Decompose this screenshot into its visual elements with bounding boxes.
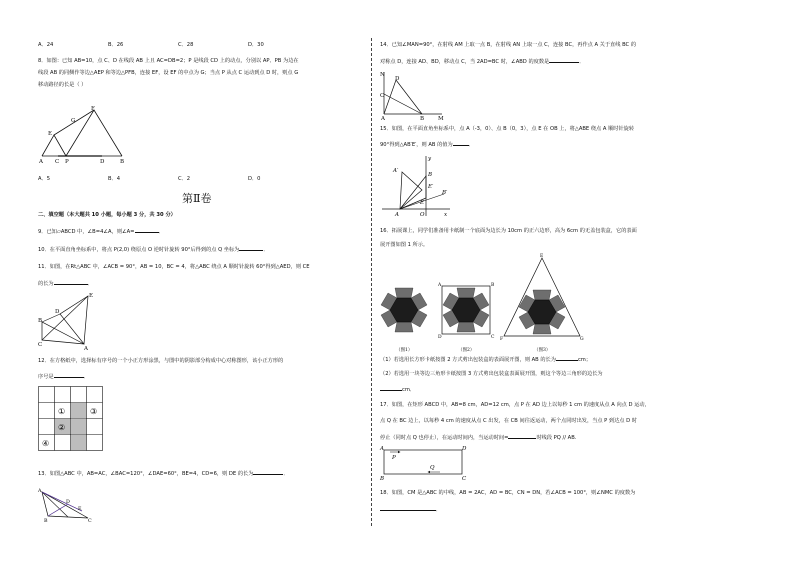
q15-label-x: x [444,212,448,218]
q17-label-c: C [462,476,467,482]
q13-label-c: C [88,519,92,524]
q13-label-e: E [78,507,82,512]
q12-line-1: 12．在方格纸中，选择标有序号的一个小正方形涂黑，与图中的阴影部分构成中心对称图形，该小正方形的 [38,358,284,364]
q15-label-a-prime: A′ [393,168,399,174]
q14-answer-blank[interactable] [549,58,579,63]
left-column [0,0,372,562]
q14-label-b: B [420,116,425,122]
q16-fig3-label-e: E [540,254,544,259]
section-ii-heading: 二、填空题（本大题共 10 小题，每小题 3 分，共 30 分） [38,212,176,218]
q16-caption-1: （图1） [396,348,413,353]
q11-line-1: 11．如图，在Rt△ABC 中，∠ACB = 90°，AB = 10，BC = 4，将△ABC 绕点 A 顺时针旋转 60°得到△AED，则 CE [38,264,310,270]
q14-figure [380,70,444,120]
q15-line-1: 15．如图，在平面直角坐标系中，点 A（-3，0）、点 B（0，3），点 E 在 OB 上，将△ABE 绕点 A 顺时针旋转 [380,126,635,132]
q8-label-f: F [91,106,95,112]
q7-options [38,42,318,49]
q14-line-1: 14．已知∠MAN=90°，在射线 AM 上取一点 B，在射线 AN 上取一点 C，连接 BC，再作点 A 关于直线 BC 的 [380,42,637,48]
q8-line-3: 移动路径的长是（ ） [38,82,87,88]
q11-label-b: B [38,318,43,324]
q8-options [38,176,318,183]
q7-option-a[interactable]: A．24 [38,42,54,48]
q13-label-d: D [66,500,70,505]
q15-figure [380,154,452,220]
q8-option-a[interactable]: A．5 [38,176,51,182]
q7-option-d[interactable]: D．30 [248,42,264,48]
q15-label-a: A [395,212,399,218]
q16-fig2-net [443,288,489,332]
q18-answer-blank[interactable] [380,506,436,511]
q13-answer-blank[interactable] [253,470,283,475]
q17-label-p: P [392,455,396,461]
q12-shaded-cell [71,435,86,450]
q9-answer-blank[interactable] [135,228,159,233]
q12-cell-4[interactable]: ④ [42,439,50,448]
q16-sub1-stem: （1）若选用长方形卡纸按图 2 方式剪出包装盒的表面展开图，则 AB 的长为 [380,357,556,363]
q16-sub2-unit: cm． [402,387,416,393]
q16-sub1-unit: cm； [577,357,592,363]
q11-label-e: E [89,293,94,299]
right-column [372,0,794,562]
q15-line-2: 90°得到△AB′E′，则 AB 的值为 ． [380,142,474,148]
q16-sub1-blank[interactable] [556,356,578,361]
q15-label-b-prime: B′ [442,190,448,196]
q17-stem-3: 停止（同时点 Q 也停止），在运动时间内，当运动时间= [380,435,509,441]
q7-option-b[interactable]: B．26 [108,42,124,48]
q13-text: 13．如图△ABC 中，AB=AC，∠BAC=120°，∠DAE=60°，BE=4，CD=6，则 DE 的长为 ． [38,471,289,477]
q10-answer-blank[interactable] [239,246,263,251]
q16-fig3-label-g: G [580,337,584,342]
q8-label-g: G [71,118,76,124]
q10-stem: 10．在平面直角坐标系中，将点 P(2,0) 绕原点 O 逆时针旋转 90°后得到的点 Q 坐标为 [38,247,240,253]
q12-cell-1[interactable]: ① [58,407,66,416]
q14-label-d: D [395,76,400,82]
q10-text: 10．在平面直角坐标系中，将点 P(2,0) 绕原点 O 逆时针旋转 90°后得到的点 Q 坐标为 ． [38,247,269,253]
q12-shaded-cell [71,403,86,418]
q16-fig2-label-d: D [438,335,442,340]
q14-label-m: M [438,116,444,122]
section-ii-title: 第Ⅱ卷 [182,192,212,205]
q8-option-c[interactable]: C．2 [178,176,191,182]
q16-fig3-net [519,290,565,334]
q16-sub2-blank[interactable] [380,386,402,391]
q8-label-b: B [120,159,125,165]
q8-label-e: E [48,131,53,137]
q17-answer-blank[interactable] [508,434,536,439]
q15-label-e-prime: E′ [428,184,434,190]
q16-line-2: 展开图如图 1 所示。 [380,242,429,248]
q16-sub2: （2）若选用一块等边三角形卡纸按图 3 方式剪出包装盒表面展开图，则这个等边三角形的边长为 [380,371,603,377]
q14-stem-2: 对称点 D，连接 AD、BD，移动点 C，当 2AD=BC 时，∠ABD 的度数是 [380,59,550,65]
q14-label-n: N [380,72,385,78]
q16-fig2-label-b: B [491,283,495,288]
q18-line-1: 18．如图，CM 是△ABC 的中线，AB = 2AC，AD = BC，CN = DN，若∠ACB = 100°，则∠NMC 的度数为 [380,490,636,496]
q16-sub1 [380,356,591,364]
q15-label-b: B [428,172,433,178]
q17-label-b: B [380,476,385,482]
q8-figure [38,104,128,166]
q16-fig3-label-f: F [500,337,504,342]
q11-stem-2: 的长为 [38,281,54,287]
q13-figure [38,486,94,522]
q9-stem: 9．已知▱ABCD 中，∠B=4∠A，则∠A= [38,229,135,235]
q15-label-o: O [420,212,425,218]
q16-line-1: 16．拓展课上，同学们准备用卡纸制一个底面为边长为 10cm 的正六边形，高为 6cm 的无盖包装盒，它的表面 [380,228,637,234]
q12-grid [38,386,104,452]
q11-figure [38,292,98,350]
q12-cell-3[interactable]: ③ [90,407,98,416]
q8-line-2: 线段 AB 的同侧作等边△AEP 和等边△PFB，连接 EF，设 EF 的中点为 G；当点 P 从点 C 运动到点 D 时，则点 G [38,70,299,76]
q15-answer-blank[interactable] [453,141,469,146]
q15-label-y: y [428,156,432,162]
q17-label-a: A [380,446,384,452]
q17-line-3 [380,434,576,442]
q11-answer-blank[interactable] [54,280,88,285]
q13-stem: 13．如图△ABC 中，AB=AC，∠BAC=120°，∠DAE=60°，BE=4，CD=6，则 DE 的长为 [38,471,254,477]
q8-label-c: C [55,159,60,165]
q18-line-2: ． [380,506,441,514]
q7-option-c[interactable]: C．28 [178,42,194,48]
q11-line-2: 的长为 ． [38,281,93,287]
q16-fig2-label-c: C [491,335,495,340]
q16-caption-3: （图3） [534,348,551,353]
q8-line-1: 8．如图：已知 AB=10，点 C、D 在线段 AB 上且 AC=DB=2；P 是线段 CD 上的动点，分别以 AP、PB 为边在 [38,58,299,64]
q15-stem-2: 90°得到△AB′E′，则 AB 的值为 [380,142,453,148]
q11-label-d: D [55,309,60,315]
q13-label-a: A [38,489,42,494]
q9-text: 9．已知▱ABCD 中，∠B=4∠A，则∠A= ． [38,229,164,235]
q14-label-a: A [381,116,385,122]
q12-shaded-cell [71,419,86,434]
q8-label-p: P [65,159,69,165]
q14-label-c: C [380,93,385,99]
q11-label-a: A [84,346,88,352]
q15-label-e: E [420,200,425,206]
q11-label-c: C [38,342,43,348]
q17-line-2: 点 Q 在 BC 边上，以每秒 4 cm 的速度从点 C 出发，在 CB 间往返运动，两个点同时出发，当点 P 到达点 D 时 [380,418,637,424]
q17-figure [380,444,466,480]
q17-label-q: Q [430,465,435,471]
q8-label-d: D [100,159,105,165]
q16-fig1-net [381,288,427,332]
q8-option-b[interactable]: B．4 [108,176,121,182]
q12-stem-2: 序号是 [38,374,54,380]
q16-fig2-label-a: A [438,283,442,288]
q14-line-2: 对称点 D，连接 AD、BD，移动点 C，当 2AD=BC 时，∠ABD 的度数是 ． [380,59,585,65]
q17-label-d: D [462,446,467,452]
q8-option-d[interactable]: D．0 [248,176,261,182]
q12-answer-blank[interactable] [54,373,84,378]
q17-stem-3-tail: 时线段 PQ // AB. [536,435,577,441]
q16-sub2-answer [380,386,415,394]
q12-cell-2[interactable]: ② [58,423,66,432]
q8-label-a: A [39,159,43,165]
q12-line-2: 序号是 ． [38,374,89,380]
q17-line-1: 17．如图，在矩形 ABCD 中，AB=8 cm，AD=12 cm，点 P 在 AD 边上以每秒 1 cm 的速度从点 A 向点 D 运动， [380,402,650,408]
q16-figures [380,254,594,354]
q16-caption-2: （图2） [458,348,475,353]
q13-label-b: B [44,519,48,524]
